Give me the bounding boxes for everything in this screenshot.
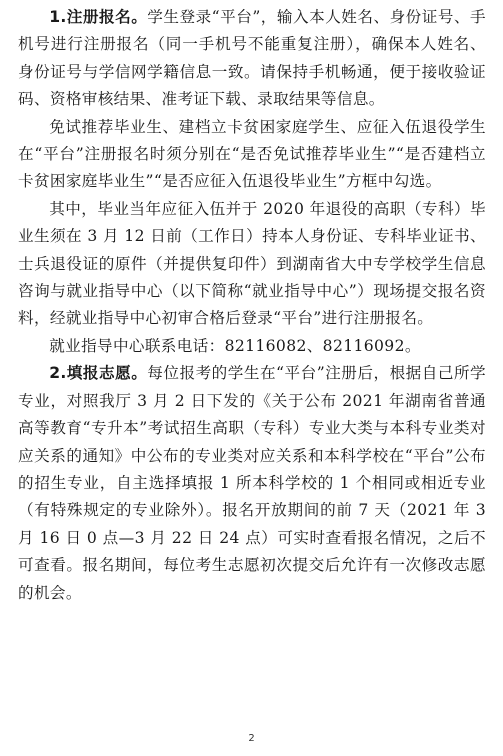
section-heading-application: 2.填报志愿。 [49,364,148,383]
document-page [18,0,486,607]
paragraph-text: 每位报考的学生在“平台”注册后，根据自己所学专业，对照我厅 3 月 2 日下发的《关于公布 2021 年湖南省普通高等教育“专升本”考试招生高职（专科）专业大类与本科专业类对应关系的通知》中公布的专业类对应关系和本科学校在“平台”公布的招生专业，自主选择填报 1 所本科学校的 1 个相同或相近专业（有特殊规定的专业除外）。报名开放期间的前 7 天（2021 年 3 月 16 日 0 点—3 月 22 日 24 点）可实时查看报名情况，之后不可查看。报名期间，每位考生志愿初次提交后允许有一次修改志愿的机会。 [18,364,486,602]
paragraph-application [18,360,486,607]
paragraph-text: 学生登录“平台”，输入本人姓名、身份证号、手机号进行注册报名（同一手机号不能重复注册），确保本人姓名、身份证号与学信网学籍信息一致。请保持手机畅通，便于接收验证码、资格审核结果、准考证下载、录取结果等信息。 [18,8,486,109]
paragraph-veterans [18,196,486,333]
page-number: 2 [248,733,255,744]
paragraph-text: 免试推荐毕业生、建档立卡贫困家庭学生、应征入伍退役学生在“平台”注册报名时须分别在“是否免试推荐毕业生”“是否建档立卡贫困家庭毕业生”“是否应征入伍退役毕业生”方框中勾选。 [18,117,486,191]
section-heading-registration: 1.注册报名。 [49,8,148,26]
paragraph-contact-phone [18,333,486,360]
paragraph-registration [18,0,486,114]
paragraph-text: 其中，毕业当年应征入伍并于 2020 年退役的高职（专科）毕业生须在 3 月 12 日前（工作日）持本人身份证、专科毕业证书、士兵退役证的原件（并提供复印件）到湖南省大中专学校学生信息咨询与就业指导中心（以下简称“就业指导中心”）现场提交报名资料，经就业指导中心初审合格后登录“平台”进行注册报名。 [18,199,486,328]
paragraph-text: 就业指导中心联系电话：82116082、82116092。 [49,336,421,355]
paragraph-special-students [18,114,486,196]
